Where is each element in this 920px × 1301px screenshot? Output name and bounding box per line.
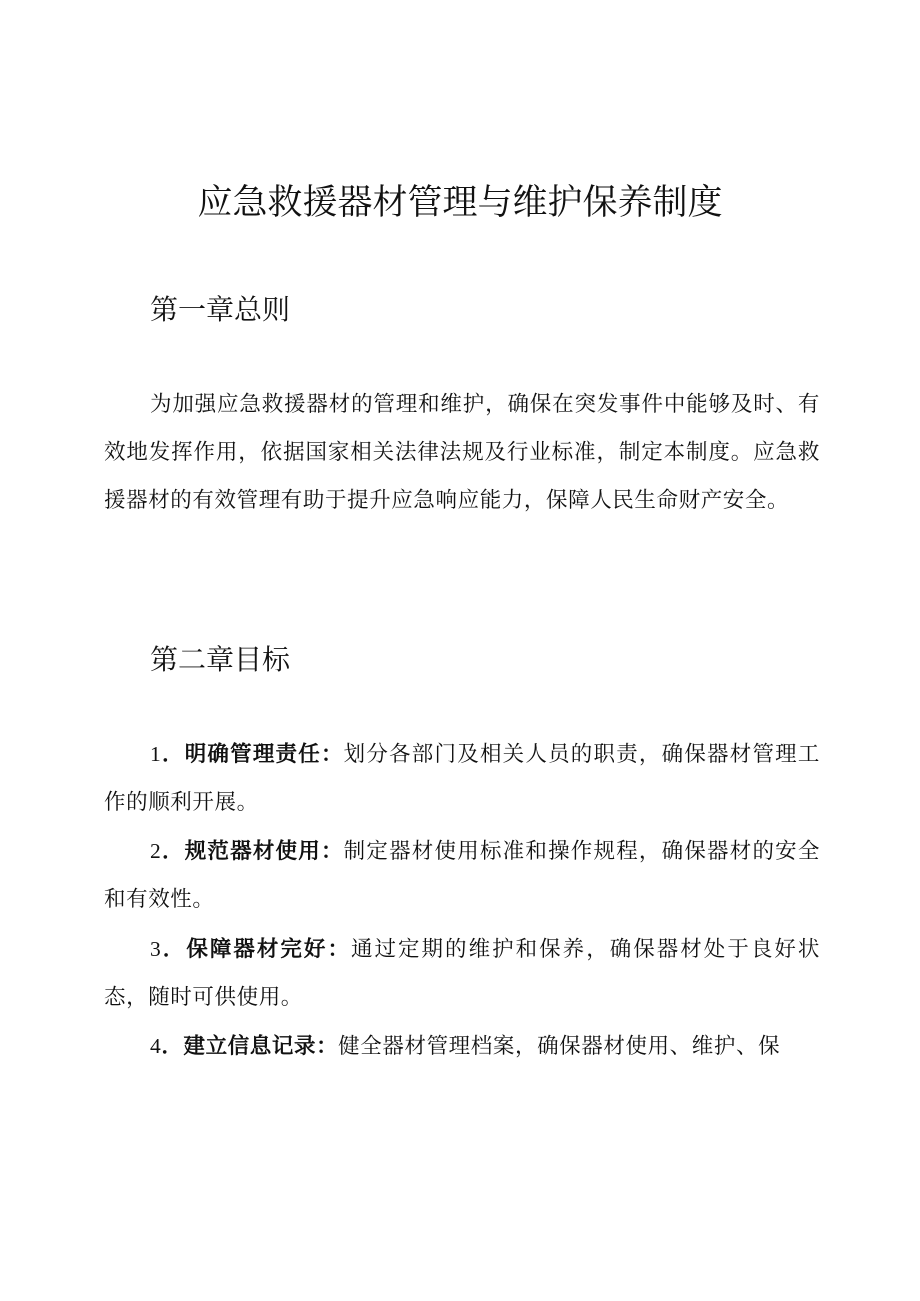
goal-item-label: 明确管理责任： bbox=[184, 742, 344, 767]
goal-item-separator: ． bbox=[161, 937, 187, 962]
goal-item-number: 1 bbox=[150, 742, 162, 766]
document-title: 应急救援器材管理与维护保养制度 bbox=[197, 183, 723, 223]
goal-item-separator: ． bbox=[161, 742, 185, 767]
goal-item bbox=[104, 827, 820, 924]
goal-item-label: 规范器材使用： bbox=[184, 839, 344, 864]
goal-item-separator: ． bbox=[161, 839, 185, 864]
goal-item-text: 制定器材使用标准和操作规程，确保器材的安全和有效性。 bbox=[104, 839, 820, 912]
goal-item bbox=[104, 925, 820, 1022]
chapter-heading-general: 第一章总则 bbox=[150, 293, 291, 326]
goal-item bbox=[104, 730, 820, 827]
goal-item-text: 通过定期的维护和保养，确保器材处于良好状态，随时可供使用。 bbox=[104, 937, 820, 1010]
goal-item-label: 保障器材完好： bbox=[186, 937, 351, 962]
general-paragraph: 为加强应急救援器材的管理和维护，确保在突发事件中能够及时、有效地发挥作用，依据国家相关法律法规及行业标准，制定本制度。应急救援器材的有效管理有助于提升应急响应能力，保障人民生命财产安全。 bbox=[104, 392, 820, 513]
goal-item-number: 3 bbox=[150, 937, 162, 961]
chapter-heading-goals: 第二章目标 bbox=[150, 643, 291, 676]
goal-item-number: 4 bbox=[150, 1034, 162, 1058]
goal-item-separator: ． bbox=[161, 1034, 184, 1059]
goal-item-label: 建立信息记录： bbox=[183, 1034, 339, 1059]
goal-item-text: 划分各部门及相关人员的职责，确保器材管理工作的顺利开展。 bbox=[104, 742, 820, 815]
goal-item-number: 2 bbox=[150, 839, 162, 863]
goal-item-text: 健全器材管理档案，确保器材使用、维护、保 bbox=[338, 1034, 781, 1059]
goal-item bbox=[104, 1022, 820, 1071]
